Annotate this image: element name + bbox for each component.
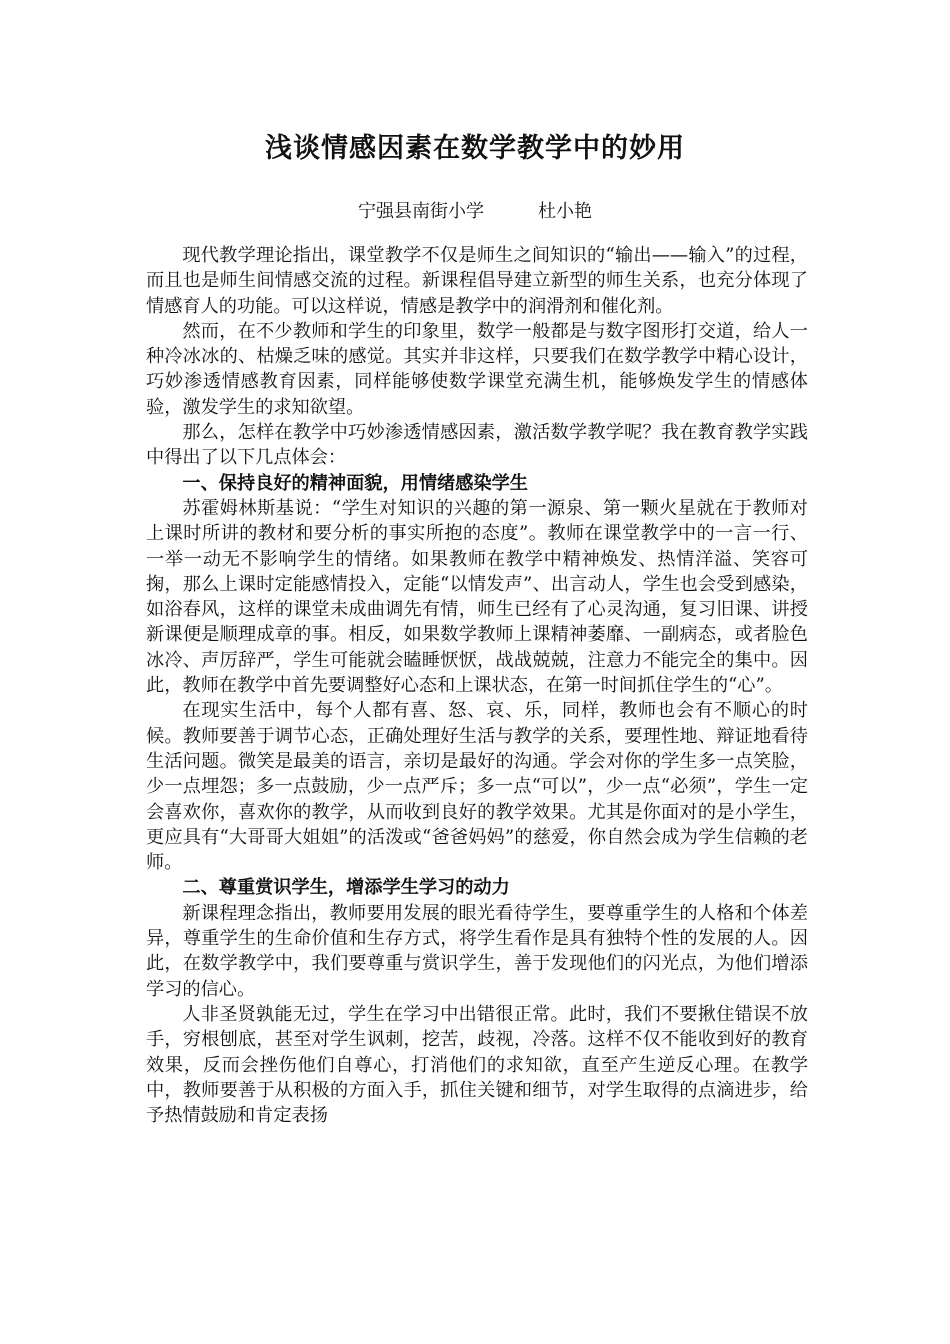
paragraph: 在现实生活中，每个人都有喜、怒、哀、乐，同样，教师也会有不顺心的时候。教师要善于调节心态，正确处理好生活与教学的关系，要理性地、辩证地看待生活问题。微笑是最美的语言，亲切是最好的沟通。学会对你的学生多一点笑脸，少一点埋怨；多一点鼓励，少一点严斥；多一点“可以”，少一点“必须”，学生一定会喜欢你，喜欢你的教学，从而收到良好的教学效果。尤其是你面对的是小学生，更应具有“大哥哥大姐姐”的活泼或“爸爸妈妈”的慈爱，你自然会成为学生信赖的老师。 — [146, 700, 808, 874]
paragraph: 新课程理念指出，教师要用发展的眼光看待学生，要尊重学生的人格和个体差异，尊重学生的生命价值和生存方式，将学生看作是具有独特个性的发展的人。因此，在数学教学中，我们要尊重与赏识学生，善于发现他们的闪光点，为他们增添学习的信心。 — [146, 902, 808, 1000]
paragraph: 人非圣贤孰能无过，学生在学习中出错很正常。此时，我们不要揪住错误不放手，穷根刨底，甚至对学生讽刺，挖苦，歧视，冷落。这样不仅不能收到好的教育效果，反而会挫伤他们自尊心，打消他们的求知欲，直至产生逆反心理。在教学中，教师要善于从积极的方面入手，抓住关键和细节，对学生取得的点滴进步，给予热情鼓励和肯定表扬 — [146, 1003, 808, 1127]
document-title: 浅谈情感因素在数学教学中的妙用 — [265, 133, 685, 164]
paragraph: 现代教学理论指出，课堂教学不仅是师生之间知识的“输出——输入”的过程，而且也是师生间情感交流的过程。新课程倡导建立新型的师生关系，也充分体现了情感育人的功能。可以这样说，情感是教学中的润滑剂和催化剂。 — [146, 245, 808, 317]
paragraph: 然而，在不少教师和学生的印象里，数学一般都是与数字图形打交道，给人一种冷冰冰的、枯燥乏味的感觉。其实并非这样，只要我们在数学教学中精心设计，巧妙渗透情感教育因素，同样能够使数学课堂充满生机，能够焕发学生的情感体验，激发学生的求知欲望。 — [146, 320, 808, 418]
section-heading: 二、尊重赏识学生，增添学生学习的动力 — [182, 877, 510, 899]
author-name: 杜小艳 — [538, 201, 592, 222]
document-body — [146, 243, 808, 1128]
byline — [0, 199, 950, 225]
paragraph: 苏霍姆林斯基说：“学生对知识的兴趣的第一源泉、第一颗火星就在于教师对上课时所讲的教材和要分析的事实所抱的态度”。教师在课堂教学中的一言一行、一举一动无不影响学生的情绪。如果教师在教学中精神焕发、热情洋溢、笑容可掬，那么上课时定能感情投入，定能“以情发声”、出言动人，学生也会受到感染，如浴春风，这样的课堂未成曲调先有情，师生已经有了心灵沟通，复习旧课、讲授新课便是顺理成章的事。相反，如果数学教师上课精神萎靡、一副病态，或者脸色冰冷、声厉辞严，学生可能就会瞌睡恹恹，战战兢兢，注意力不能完全的集中。因此，教师在教学中首先要调整好心态和上课状态，在第一时间抓住学生的“心”。 — [146, 497, 808, 697]
paragraph: 那么，怎样在教学中巧妙渗透情感因素，激活数学教学呢？我在教育教学实践中得出了以下几点体会： — [146, 422, 808, 469]
author-school: 宁强县南街小学 — [358, 201, 484, 222]
section-heading: 一、保持良好的精神面貌，用情绪感染学生 — [182, 472, 528, 494]
